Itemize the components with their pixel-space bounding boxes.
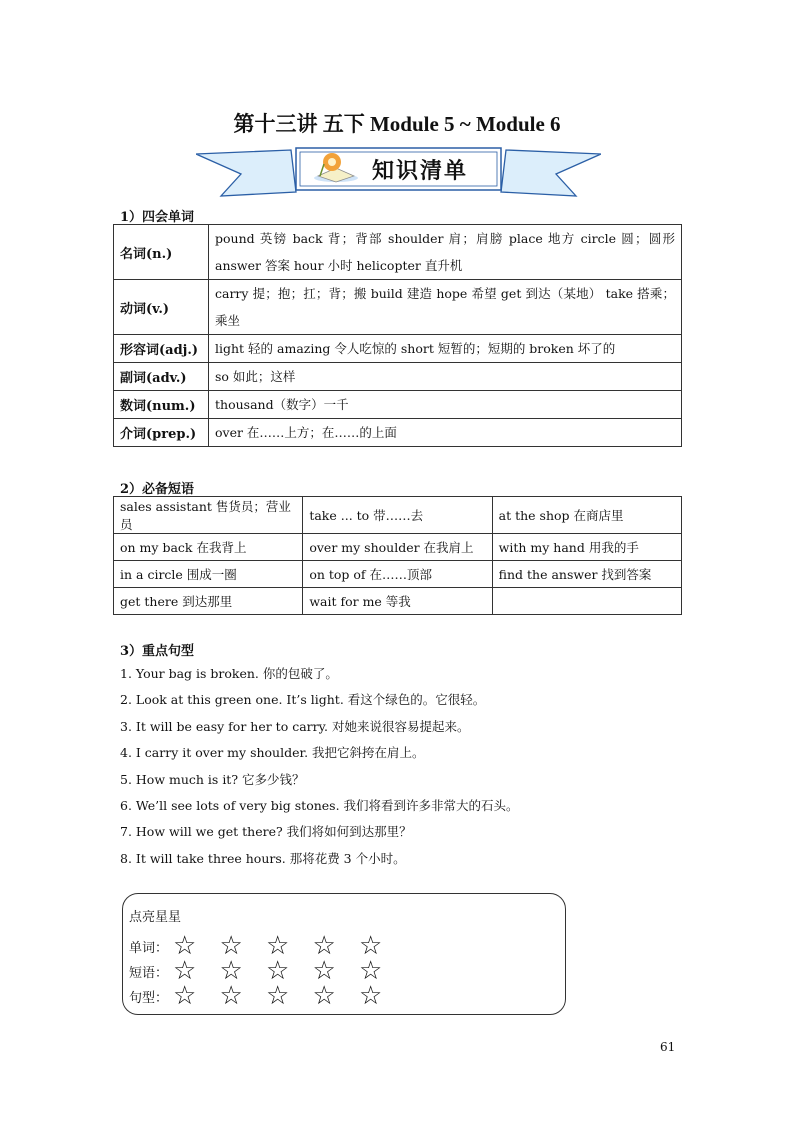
sentences-heading: 3）重点句型	[120, 644, 195, 659]
knowledge-list-banner	[196, 146, 601, 206]
star-icon[interactable]: ☆	[173, 981, 197, 1011]
table-row	[114, 588, 682, 615]
star-rating-box	[122, 893, 566, 1015]
star-group	[173, 981, 406, 1011]
sentence-item: 1. Your bag is broken. 你的包破了。	[120, 666, 338, 681]
category-cell: 形容词(adj.)	[114, 335, 209, 363]
star-icon[interactable]: ☆	[266, 956, 290, 986]
phrase-cell: with my hand 用我的手	[492, 534, 681, 561]
category-cell: 动词(v.)	[114, 280, 209, 335]
sentence-item: 3. It will be easy for her to carry. 对她来说很容易提起来。	[120, 718, 470, 734]
table-row	[114, 363, 682, 391]
star-row-label: 短语：	[129, 965, 169, 981]
banner-title: 知识清单	[372, 159, 469, 184]
phrase-cell: wait for me 等我	[303, 588, 492, 615]
star-icon[interactable]: ☆	[312, 931, 336, 961]
table-row	[114, 280, 682, 335]
star-icon[interactable]: ☆	[266, 931, 290, 961]
table-row	[114, 391, 682, 419]
table-row	[114, 335, 682, 363]
star-icon[interactable]: ☆	[312, 956, 336, 986]
table-row	[114, 561, 682, 588]
star-icon[interactable]: ☆	[359, 956, 383, 986]
star-icon[interactable]: ☆	[173, 956, 197, 986]
phrases-table	[113, 496, 682, 615]
sentence-item: 7. How will we get there? 我们将如何到达那里？	[120, 824, 412, 840]
table-row	[114, 225, 682, 280]
star-icon[interactable]: ☆	[359, 931, 383, 961]
vocabulary-table	[113, 224, 682, 447]
star-icon[interactable]: ☆	[219, 981, 243, 1011]
sentence-item: 6. We’ll see lots of very big stones. 我们将看到许多非常大的石头。	[120, 797, 519, 813]
words-cell: pound 英镑 back 背；背部 shoulder 肩；肩膀 place 地方 circle 圆；圆形 answer 答案 hour 小时 helicopter 直升机	[209, 225, 682, 280]
category-cell: 介词(prep.)	[114, 419, 209, 447]
phrase-cell: in a circle 围成一圈	[114, 561, 303, 588]
table-row	[114, 534, 682, 561]
phrases-heading: 2）必备短语	[120, 482, 195, 497]
phrase-cell: get there 到达那里	[114, 588, 303, 615]
star-icon[interactable]: ☆	[266, 981, 290, 1011]
sentence-list	[120, 666, 519, 877]
star-icon[interactable]: ☆	[219, 931, 243, 961]
star-group	[173, 956, 406, 986]
phrase-cell	[492, 588, 681, 615]
phrase-cell: on my back 在我背上	[114, 534, 303, 561]
phrase-cell: on top of 在……顶部	[303, 561, 492, 588]
phrase-cell: find the answer 找到答案	[492, 561, 681, 588]
star-row-words	[129, 931, 406, 961]
category-cell: 副词(adv.)	[114, 363, 209, 391]
vocabulary-heading: 1）四会单词	[120, 210, 195, 225]
sentence-item: 2. Look at this green one. It’s light. 看这个绿色的。它很轻。	[120, 692, 486, 708]
phrase-cell: sales assistant 售货员；营业员	[114, 497, 303, 534]
star-box-title: 点亮星星	[129, 910, 182, 925]
words-cell: light 轻的 amazing 令人吃惊的 short 短暂的；短期的 broken 坏了的	[209, 335, 682, 363]
page-title: 第十三讲 五下 Module 5 ~ Module 6	[233, 112, 561, 136]
sentence-item: 5. How much is it? 它多少钱？	[120, 771, 305, 787]
phrase-cell: at the shop 在商店里	[492, 497, 681, 534]
sentence-item: 8. It will take three hours. 那将花费 3 个小时。	[120, 850, 406, 866]
category-cell: 名词(n.)	[114, 225, 209, 280]
star-row-label: 句型：	[129, 990, 169, 1006]
star-icon[interactable]: ☆	[173, 931, 197, 961]
phrase-cell: over my shoulder 在我肩上	[303, 534, 492, 561]
phrase-cell: take ... to 带……去	[303, 497, 492, 534]
table-row	[114, 497, 682, 534]
words-cell: over 在……上方；在……的上面	[209, 419, 682, 447]
words-cell: carry 提；抱；扛；背；搬 build 建造 hope 希望 get 到达（某地） take 搭乘；乘坐	[209, 280, 682, 335]
star-group	[173, 931, 406, 961]
category-cell: 数词(num.)	[114, 391, 209, 419]
sentence-item: 4. I carry it over my shoulder. 我把它斜挎在肩上。	[120, 745, 425, 761]
page-number: 61	[660, 1040, 676, 1054]
table-row	[114, 419, 682, 447]
star-row-label: 单词：	[129, 940, 169, 956]
star-icon[interactable]: ☆	[219, 956, 243, 986]
star-icon[interactable]: ☆	[312, 981, 336, 1011]
words-cell: thousand（数字）一千	[209, 391, 682, 419]
star-icon[interactable]: ☆	[359, 981, 383, 1011]
words-cell: so 如此；这样	[209, 363, 682, 391]
star-row-sentences	[129, 981, 406, 1011]
star-row-phrases	[129, 956, 406, 986]
